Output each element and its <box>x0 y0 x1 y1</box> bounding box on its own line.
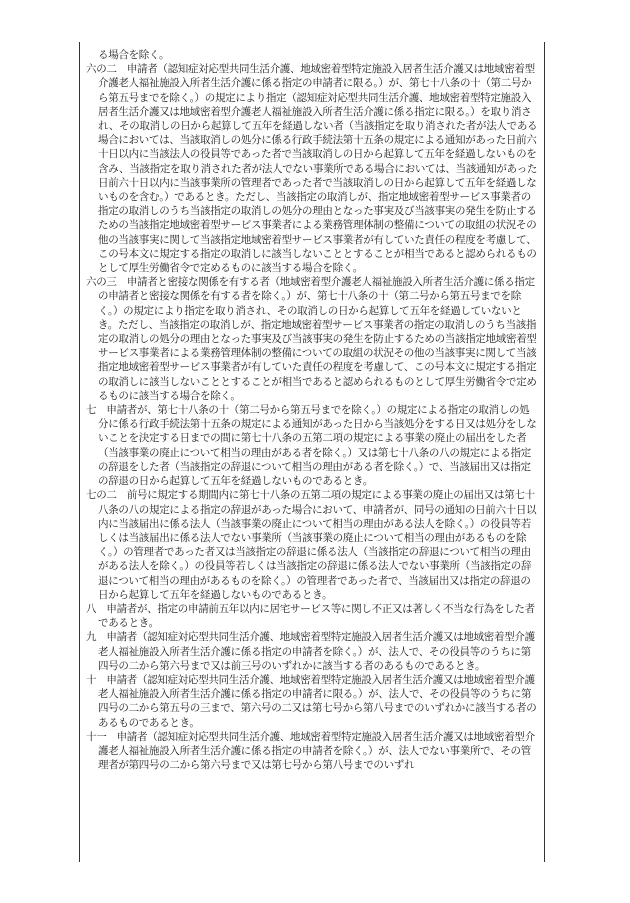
clause-number: 十一 <box>86 730 107 743</box>
clause-7 <box>86 403 538 488</box>
clause-text: 前号に規定する期間内に第七十八条の五第二項の規定による事業の廃止の届出又は第七十八条の八の規定による指定の辞退があった場合において、申請者が、同号の通知の日前六十日以内に当該届出に係る法人（当該事業の廃止について相当の理由がある法人を除く。）の役員等若しくは当該届出に係る法人でない事業所（当該事業の廃止について相当の理由があるものを除く。）の管理者であった者又は当該指定の辞退に係る法人（当該指定の辞退について相当の理由がある法人を除く。）の役員等若しくは当該指定の辞退に係る法人でない事業所（当該指定の辞退について相当の理由があるものを除く。）の管理者であった者で、当該届出又は指定の辞退の日から起算して五年を経過しないものであるとき。 <box>98 489 537 601</box>
clause-6-2 <box>86 62 538 275</box>
clause-text: 申請者が、第七十八条の十（第二号から第五号までを除く。）の規定による指定の取消しの処分に係る行政手続法第十五条の規定による通知があった日から当該処分をする日又は処分をしないことを決定する日までの間に第七十八条の五第二項の規定による事業の廃止の届出をした者（当該事業の廃止について相当の理由がある者を除く。）又は第七十八条の八の規定による指定の辞退をした者（当該指定の辞退について相当の理由がある者を除く。）で、当該届出又は指定の辞退の日から起算して五年を経過しないものであるとき。 <box>98 404 537 488</box>
clause-number: 九 <box>86 631 97 644</box>
clause-number: 七 <box>86 404 97 417</box>
paragraph-text: る場合を除く。 <box>98 49 170 61</box>
continuation-text <box>86 48 538 62</box>
clause-10 <box>86 673 538 730</box>
clause-number: 六の三 <box>86 276 117 289</box>
clause-7-2 <box>86 488 538 602</box>
clause-number: 十 <box>86 673 97 686</box>
clause-text: 申請者（認知症対応型共同生活介護、地域密着型特定施設入居者生活介護又は地域密着型介護老人福祉施設入所者生活介護に係る指定の申請者を除く。）が、法人でない事業所で、その管理者が第四号の二から第六号まで又は第七号から第八号までのいずれ <box>98 730 535 772</box>
clause-number: 六の二 <box>86 63 117 76</box>
clause-number: 八 <box>86 602 97 615</box>
clause-text: 申請者（認知症対応型共同生活介護、地域密着型特定施設入居者生活介護又は地域密着型介護老人福祉施設入所者生活介護に係る指定の申請者に限る。）が、法人で、その役員等のうちに第四号の二から第五号の三まで、第六号の二又は第七号から第八号までのいずれかに該当する者のあるものであるとき。 <box>98 673 537 729</box>
clause-text: 申請者と密接な関係を有する者（地域密着型介護老人福祉施設入所者生活介護に係る指定の申請者と密接な関係を有する者を除く。）が、第七十八条の十（第二号から第五号までを除く。）の規定により指定を取り消され、その取消しの日から起算して五年を経過していないとき。ただし、当該指定の取消しが、指定地域密着型サービス事業者の指定の取消しのうち当該指定の取消しの処分の理由となった事実及び当該事実の発生を防止するための当該指定地域密着型サービス事業者による業務管理体制の整備についての取組の状況その他の当該事実に関して当該指定地域密着型サービス事業者が有していた責任の程度を考慮して、この号本文に規定する指定の取消しに該当しないこととすることが相当であると認められるものとして厚生労働省令で定めるものに該当する場合を除く。 <box>98 276 537 402</box>
clause-6-3 <box>86 275 538 403</box>
clause-11 <box>86 730 538 773</box>
clause-8 <box>86 602 538 630</box>
clause-number: 七の二 <box>86 489 117 502</box>
clause-9 <box>86 630 538 673</box>
document-body <box>86 48 538 772</box>
clause-text: 申請者が、指定の申請前五年以内に居宅サービス等に関し不正又は著しく不当な行為をした者であるとき。 <box>98 602 535 630</box>
clause-text: 申請者（認知症対応型共同生活介護、地域密着型特定施設入居者生活介護又は地域密着型介護老人福祉施設入所者生活介護に係る指定の申請者を除く。）が、法人で、その役員等のうちに第四号の二から第六号まで又は前三号のいずれかに該当する者のあるものであるとき。 <box>98 631 535 672</box>
clause-text: 申請者（認知症対応型共同生活介護、地域密着型特定施設入居者生活介護又は地域密着型介護老人福祉施設入所者生活介護に係る指定の申請者に限る。）が、第七十八条の十（第二号から第五号までを除く。）の規定により指定（認知症対応型共同生活介護、地域密着型特定施設入居者生活介護又は地域密着型介護老人福祉施設入所者生活介護に係る指定に限る。）を取り消され、その取消しの日から起算して五年を経過しない者（当該指定を取り消された者が法人である場合においては、当該取消しの処分に係る行政手続法第十五条の規定による通知があった日前六十日以内に当該法人の役員等であった者で当該取消しの日から起算して五年を経過しないものを含み、当該指定を取り消された者が法人でない事業所である場合においては、当該通知があった日前六十日以内に当該事業所の管理者であった者で当該取消しの日から起算して五年を経過しないものを含む。）であるとき。ただし、当該指定の取消しが、指定地域密着型サービス事業者の指定の取消しのうち当該指定の取消しの処分の理由となった事実及び当該事実の発生を防止するための当該指定地域密着型サービス事業者による業務管理体制の整備についての取組の状況その他の当該事実に関して当該指定地域密着型サービス事業者が有していた責任の程度を考慮して、この号本文に規定する指定の取消しに該当しないこととすることが相当であると認められるものとして厚生労働省令で定めるものに該当する場合を除く。 <box>98 63 538 275</box>
